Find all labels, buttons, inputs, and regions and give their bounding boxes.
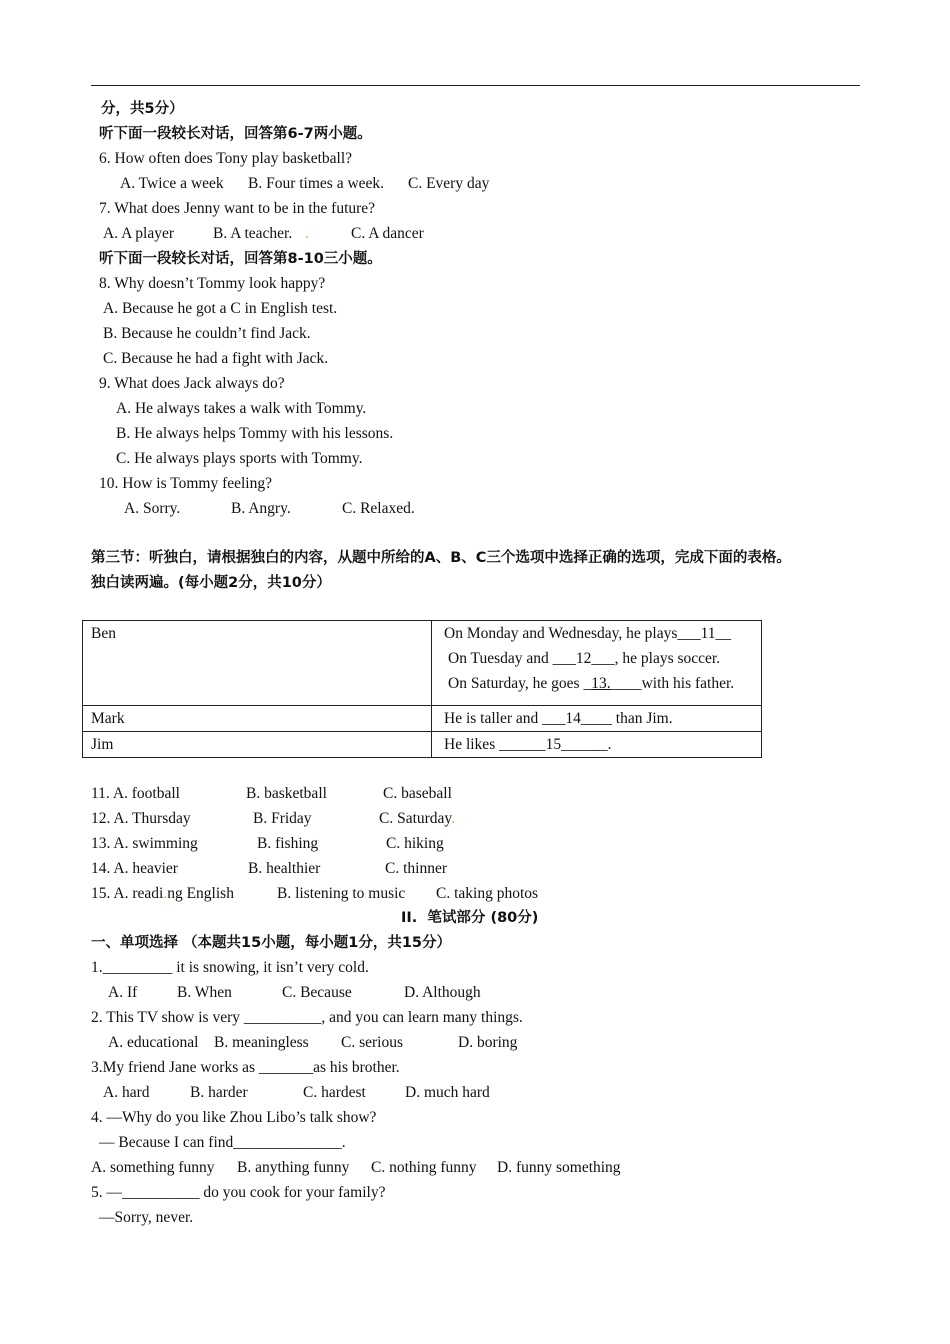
- part2-title: II. 笔试部分 (80分): [401, 910, 539, 926]
- q12-option-a: 12. A. Thursday: [91, 810, 191, 827]
- q8-option-b: B. Because he couldn’t find Jack.: [103, 325, 311, 342]
- p2-q4-option-c: C. nothing funny: [371, 1159, 477, 1176]
- dialog1-instruction: 听下面一段较长对话，回答第6-7两小题。: [99, 126, 372, 142]
- dialog2-instruction: 听下面一段较长对话，回答第8-10三小题。: [99, 251, 382, 267]
- q12-option-c-text: C. Saturday: [379, 810, 452, 827]
- p2-q1-stem: 1._________ it is snowing, it isn’t very cold.: [91, 959, 369, 976]
- q13-option-a: 13. A. swimming: [91, 835, 198, 852]
- q15-option-a-pre: 15. A. readi: [91, 885, 164, 902]
- q6-question: 6. How often does Tony play basketball?: [99, 150, 353, 167]
- q10-option-b: B. Angry.: [231, 500, 291, 517]
- p2-q3-option-b: B. harder: [190, 1084, 248, 1101]
- p2-q5-stem: 5. —__________ do you cook for your family?: [91, 1184, 386, 1201]
- section3-instruction-1: 第三节：听独白，请根据独白的内容，从题中所给的A、B、C三个选项中选择正确的选项，完成下面的表格。: [91, 550, 791, 566]
- p2-q1-option-c: C. Because: [282, 984, 352, 1001]
- p2-q4-stem: 4. —Why do you like Zhou Libo’s talk show?: [91, 1109, 377, 1126]
- p2-q2-option-c: C. serious: [341, 1034, 403, 1051]
- q7-question: 7. What does Jenny want to be in the future?: [99, 200, 376, 217]
- p2-q1-option-d: D. Although: [404, 984, 481, 1001]
- p2-q2-stem: 2. This TV show is very __________, and you can learn many things.: [91, 1009, 523, 1026]
- q6-option-a: A. Twice a week: [120, 175, 224, 192]
- q7-stray-dot: .: [305, 225, 309, 242]
- q15-option-a: [91, 884, 234, 904]
- q8-question: 8. Why doesn’t Tommy look happy?: [99, 275, 326, 292]
- q14-option-b: B. healthier: [248, 860, 321, 877]
- p2-q4-option-a: A. something funny: [91, 1159, 215, 1176]
- q11-option-a: 11. A. football: [91, 785, 180, 802]
- ben-line-3-pre: On Saturday, he goes _: [448, 675, 592, 692]
- q9-question: 9. What does Jack always do?: [99, 375, 285, 392]
- ben-line-1: On Monday and Wednesday, he plays___11__: [444, 625, 732, 642]
- q15-stray-dot: .: [163, 885, 168, 902]
- p2-q3-option-d: D. much hard: [405, 1084, 490, 1101]
- q9-option-b: B. He always helps Tommy with his lessons.: [116, 425, 394, 442]
- header-rule: [91, 85, 860, 86]
- jim-info: He likes ______15______.: [444, 736, 612, 753]
- q10-option-c: C. Relaxed.: [342, 500, 415, 517]
- q11-option-c: C. baseball: [383, 785, 452, 802]
- p2-q2-option-d: D. boring: [458, 1034, 518, 1051]
- q13-option-c: C. hiking: [386, 835, 444, 852]
- q9-option-c: C. He always plays sports with Tommy.: [116, 450, 363, 467]
- q6-option-b: B. Four times a week.: [248, 175, 385, 192]
- p2-q5-reply: —Sorry, never.: [99, 1209, 194, 1226]
- q14-option-a: 14. A. heavier: [91, 860, 178, 877]
- p2-q4-option-b: B. anything funny: [237, 1159, 350, 1176]
- q8-option-c: C. Because he had a fight with Jack.: [103, 350, 329, 367]
- q7-option-a: A. A player: [103, 225, 175, 242]
- q14-option-c: C. thinner: [385, 860, 447, 877]
- table-cell-name: Jim: [91, 736, 114, 753]
- q8-option-a: A. Because he got a C in English test.: [103, 300, 338, 317]
- q6-option-c: C. Every day: [408, 175, 490, 192]
- q13-option-b: B. fishing: [257, 835, 319, 852]
- p2-q1-option-b: B. When: [177, 984, 232, 1001]
- p2-q3-stem: 3.My friend Jane works as _______as his brother.: [91, 1059, 400, 1076]
- p2-q4-reply: — Because I can find______________.: [99, 1134, 346, 1151]
- q11-option-b: B. basketball: [246, 785, 327, 802]
- part2-section1-title: 一、单项选择 （本题共15小题，每小题1分，共15分）: [91, 935, 451, 951]
- q7-option-b: B. A teacher.: [213, 225, 293, 242]
- q12-option-c: [379, 809, 455, 829]
- p2-q4-option-d: D. funny something: [497, 1159, 621, 1176]
- section3-instruction-2: 独白读两遍。(每小题2分，共10分）: [91, 575, 331, 591]
- q15-option-b: B. listening to music: [277, 885, 406, 902]
- q7-option-c: C. A dancer: [351, 225, 424, 242]
- info-table: [82, 620, 762, 758]
- table-row-ben: [83, 621, 762, 706]
- p2-q3-option-c: C. hardest: [303, 1084, 366, 1101]
- q10-option-a: A. Sorry.: [124, 500, 181, 517]
- p2-q2-option-a: A. educational: [108, 1034, 199, 1051]
- table-cell-name: Ben: [91, 625, 116, 642]
- ben-line-3: [444, 671, 761, 696]
- mark-info: He is taller and ___14____ than Jim.: [444, 710, 673, 727]
- q15-option-c: C. taking photos: [436, 885, 539, 902]
- q12-stray-dot: .: [451, 810, 456, 827]
- ben-line-2: On Tuesday and ___12___, he plays soccer.: [448, 650, 721, 667]
- q12-option-b: B. Friday: [253, 810, 312, 827]
- ben-blank-13: 13.: [591, 675, 611, 692]
- header-tail: 分，共5分）: [101, 101, 184, 117]
- q15-option-a-post: ng English: [167, 885, 234, 902]
- p2-q3-option-a: A. hard: [103, 1084, 150, 1101]
- table-row-jim: [83, 732, 762, 758]
- p2-q2-option-b: B. meaningless: [214, 1034, 309, 1051]
- table-row-mark: [83, 706, 762, 732]
- p2-q1-option-a: A. If: [108, 984, 138, 1001]
- table-cell-name: Mark: [91, 710, 125, 727]
- ben-line-3-post: ____with his father.: [610, 675, 735, 692]
- q9-option-a: A. He always takes a walk with Tommy.: [116, 400, 367, 417]
- q10-question: 10. How is Tommy feeling?: [99, 475, 272, 492]
